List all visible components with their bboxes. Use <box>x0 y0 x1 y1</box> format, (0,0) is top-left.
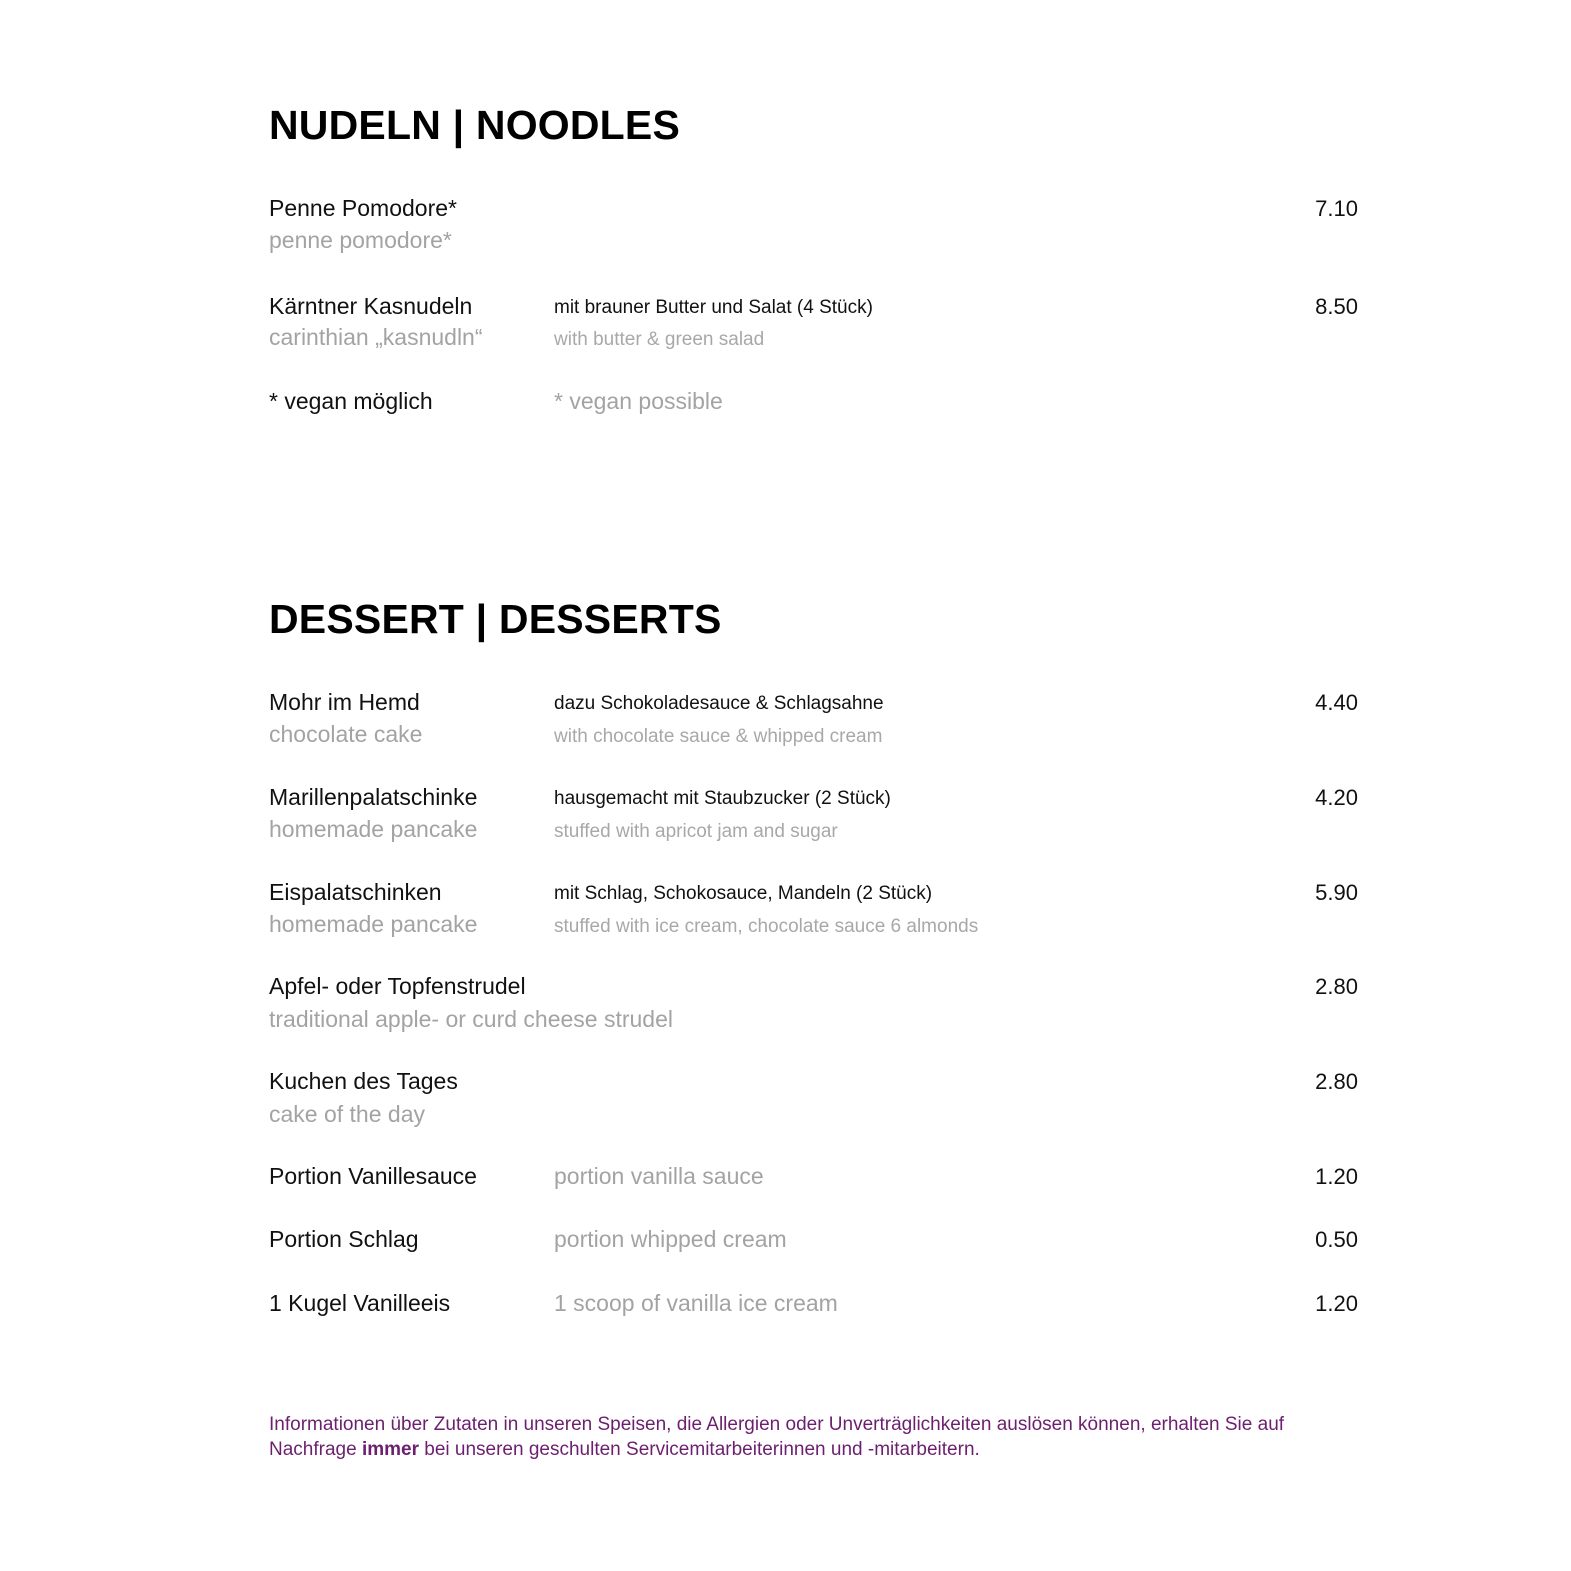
item-name-de: Penne Pomodore* <box>269 195 457 221</box>
desserts-heading: DESSERT | DESSERTS <box>269 596 722 642</box>
item-name-en: homemade pancake <box>269 816 478 842</box>
allergen-info-text-1: Informationen über Zutaten in unseren Speisen, die Allergien oder Unverträglichkeiten auslösen können, erhalten Sie auf Nachfrage <box>269 1414 1285 1460</box>
item-price: 4.40 <box>1315 690 1358 715</box>
item-name-en: homemade pancake <box>269 911 478 937</box>
item-name-en: traditional apple- or curd cheese strudel <box>269 1006 674 1032</box>
item-desc-en: with chocolate sauce & whipped cream <box>554 726 883 747</box>
vegan-note-en: * vegan possible <box>554 388 723 414</box>
item-price: 8.50 <box>1315 294 1358 319</box>
item-name-de: Kärntner Kasnudeln <box>269 293 473 319</box>
item-price: 5.90 <box>1315 880 1358 905</box>
item-price: 2.80 <box>1315 974 1358 999</box>
noodles-heading: NUDELN | NOODLES <box>269 102 681 148</box>
item-desc-de: dazu Schokoladesauce & Schlagsahne <box>554 693 884 714</box>
allergen-info-text-2: bei unseren geschulten Servicemitarbeiterinnen und -mitarbeitern. <box>418 1439 980 1460</box>
item-desc-en: stuffed with apricot jam and sugar <box>554 821 838 842</box>
item-name-de: Mohr im Hemd <box>269 689 420 715</box>
item-desc-en: with butter & green salad <box>554 329 765 350</box>
item-name-en: portion vanilla sauce <box>554 1163 764 1189</box>
item-price: 0.50 <box>1315 1227 1358 1252</box>
item-name-en: cake of the day <box>269 1101 425 1127</box>
item-name-de: Apfel- oder Topfenstrudel <box>269 973 526 999</box>
item-name-en: penne pomodore* <box>269 227 452 253</box>
item-name-de: Portion Schlag <box>269 1226 419 1252</box>
allergen-info-note <box>269 1412 1349 1462</box>
item-name-en: 1 scoop of vanilla ice cream <box>554 1290 838 1316</box>
item-name-de: Kuchen des Tages <box>269 1068 458 1094</box>
item-name-de: Portion Vanillesauce <box>269 1163 477 1189</box>
item-name-de: Eispalatschinken <box>269 879 442 905</box>
item-price: 4.20 <box>1315 785 1358 810</box>
item-name-de: Marillenpalatschinke <box>269 784 478 810</box>
item-name-en: portion whipped cream <box>554 1226 787 1252</box>
item-desc-de: mit brauner Butter und Salat (4 Stück) <box>554 297 873 318</box>
item-name-en: chocolate cake <box>269 721 423 747</box>
item-name-de: 1 Kugel Vanilleeis <box>269 1290 451 1316</box>
item-price: 1.20 <box>1315 1291 1358 1316</box>
item-desc-de: mit Schlag, Schokosauce, Mandeln (2 Stück) <box>554 883 933 904</box>
item-price: 7.10 <box>1315 196 1358 221</box>
item-desc-en: stuffed with ice cream, chocolate sauce 6 almonds <box>554 916 979 937</box>
item-price: 1.20 <box>1315 1164 1358 1189</box>
vegan-note-de: * vegan möglich <box>269 388 433 414</box>
item-name-en: carinthian „kasnudln“ <box>269 324 483 350</box>
allergen-info-emphasis: immer <box>361 1439 419 1460</box>
item-price: 2.80 <box>1315 1069 1358 1094</box>
item-desc-de: hausgemacht mit Staubzucker (2 Stück) <box>554 788 891 809</box>
